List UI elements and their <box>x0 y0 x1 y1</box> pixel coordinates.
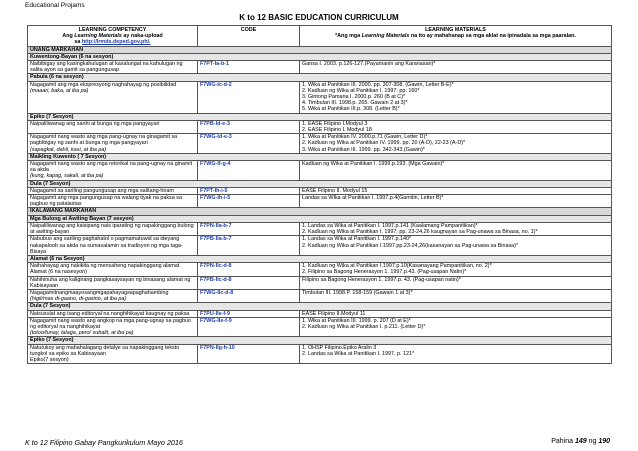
competency-text-2: Epiko(7 sesyon) <box>30 356 69 363</box>
code-cell: F7PB-IIa-b-7 <box>198 236 300 256</box>
table-header-row <box>28 26 612 47</box>
competency-text: Nagagamitnangmaayosangmgapahayagsapaghahambing <box>30 289 169 296</box>
quarter-label: IKALAWANG MARKAHAN <box>28 208 612 215</box>
competency-cell <box>28 317 198 337</box>
material-item: 2. Kadluan ng Wika at Panitikan IV. 1999. pp. 20 (A-D), 22-23 (A-D)* <box>302 140 466 147</box>
competency-note-em: Learning Materials <box>74 33 122 40</box>
materials-cell <box>300 81 612 113</box>
material-item: 1. Kadluan ng Wika at Panitikan I.1997.p.10(Kasanayang Pampanitikan, no. 2)* <box>302 263 492 270</box>
table-row <box>28 263 612 276</box>
topic-label: Epiko (7 Sesyon) <box>28 337 612 344</box>
topic-row <box>28 180 612 187</box>
topic-label: Pabula (6 na sesyon) <box>28 74 612 81</box>
materials-cell: Kadluan ng Wika at Panitikan I. 1999.p.193. (Mga Gawain)* <box>300 161 612 181</box>
quarter-row <box>28 208 612 215</box>
material-item: 2. Kadluan ng Wika at Panitikan I. 1997. pp. 23-24,26 kaugnayan sa Pag-unawa sa Binasa, no. 1)* <box>302 229 538 236</box>
table-row <box>28 134 612 154</box>
competency-cell: Nagagamit sa sariling pangungusap ang mga salitang-hiram <box>28 187 198 194</box>
material-item: 1. OHSP Filipino.Epiko Aralin 3 <box>302 344 377 351</box>
code-cell: F7PT-Ia-b-1 <box>198 61 300 74</box>
curriculum-table <box>27 25 612 364</box>
competency-cell: Naipaliliwanag ang sanhi at bunga ng mga pangyayari <box>28 120 198 133</box>
materials-note <box>302 33 609 39</box>
competency-header-label: LEARNING COMPETENCY <box>78 27 147 33</box>
material-item: 2. Kadluan ng Wika at Panitikan I. p.211. (Letter D)* <box>302 323 426 330</box>
code-cell: F7PT-Ih-i-5 <box>198 187 300 194</box>
materials-cell <box>300 317 612 337</box>
table-row <box>28 276 612 289</box>
table-row <box>28 236 612 256</box>
competency-text: Natutukoy ang mahahalagang detalye sa napakinggang teksto tungkol sa epiko sa Kabisayaan <box>30 344 180 357</box>
code-cell: F7WG-Id-e-3 <box>198 134 300 154</box>
competency-cell: Nahihinuha ang kaligirang pangkasaysayan ng binasang alamat ng Kabisayaan <box>28 276 198 289</box>
material-item: 1. Landas sa Wika at Panitikan I. 1997.p.141 (Kaalamang Pampanitikan)* <box>302 222 478 229</box>
competency-text-2: Alamat (6 na nasesyon) <box>30 269 87 276</box>
quarter-label: UNANG MARKAHAN <box>28 46 612 53</box>
table-row <box>28 187 612 194</box>
topic-label: Dula (7 Sesyon) <box>28 303 612 310</box>
competency-text: Nagagamit nang wasto ang mga pang-ugnay na ginagamit sa pagbibigay ng sanhi at bunga ng mga pangyayari <box>30 134 178 147</box>
material-item: 1. Wika at Panitikan III. 2000. pp. 307-308. (Gawin, Letter B-E)* <box>302 81 454 88</box>
competency-cell <box>28 263 198 276</box>
competency-cell <box>28 161 198 181</box>
materials-cell: Landas sa WIka at Panitikan I. 1997.p.4(Gamitin, Letter B)* <box>300 195 612 208</box>
materials-note-part: *Ang mga <box>335 33 362 40</box>
code-header: CODE <box>198 26 300 47</box>
materials-note-part2: na ito ay mahahanap sa mga aklat na ipinadala sa mga paaralan. <box>409 33 576 40</box>
competency-cell <box>28 289 198 302</box>
table-row <box>28 61 612 74</box>
code-cell: F7PU-IIe-f-9 <box>198 310 300 317</box>
competency-cell: Nabubuo ang sariling paghahatol o pagmamatuwid sa ideyang nakapaloob sa akda na sumasalamin sa tradisyon ng mga taga-Bisaya <box>28 236 198 256</box>
competency-examples: (totoo/tunay, talaga, pero/ subalit, at iba pa) <box>30 330 134 337</box>
table-row <box>28 120 612 133</box>
document-title: K to 12 BASIC EDUCATION CURRICULUM <box>239 13 399 22</box>
code-cell: F7PN-IIg-h-10 <box>198 344 300 364</box>
materials-header <box>300 26 612 47</box>
competency-cell: Naipaliliwanag ang kaisipang nais iparating ng napakinggang bulong at awiting-bayan <box>28 222 198 235</box>
table-row <box>28 344 612 364</box>
material-item: 2. Kadluan ng Wika at Panitikan I. 1997. pp. 160* <box>302 87 420 94</box>
topic-label: Epiko (7 Sesyon) <box>28 113 612 120</box>
material-item: 1. Wika at Panitikan III. 1999. p. 207 (D at E)* <box>302 317 411 324</box>
materials-cell <box>300 222 612 235</box>
lrmds-link[interactable]: http://lrmds.deped.gov.ph/. <box>81 39 151 46</box>
table-row <box>28 81 612 113</box>
competency-examples: (kung, kapag, sakali, at iba pa) <box>30 173 104 180</box>
competency-cell: Nagagamit ang mga pangungusap na walang tiyak na paksa sa pagbuo ng patalastas <box>28 195 198 208</box>
material-item: 2. Kadluan ng Wika at Panitikan I.1997.pp.23-24,26(kasanayan sa Pag-unawa sa Binasa)* <box>302 242 519 249</box>
quarter-row <box>28 46 612 53</box>
table-row <box>28 195 612 208</box>
materials-cell <box>300 120 612 133</box>
table-row <box>28 222 612 235</box>
page-of: ng <box>586 438 599 445</box>
header-note: Educational Projams <box>25 2 85 9</box>
code-cell: F7PN-IIa-b-7 <box>198 222 300 235</box>
competency-cell <box>28 344 198 364</box>
competency-text: Naihahayag ang nakikita ng mensaheng napakinggang alamat <box>30 263 180 270</box>
competency-link-line <box>30 39 195 45</box>
topic-row <box>28 255 612 262</box>
materials-note-em: Learning Materials <box>361 33 410 40</box>
topic-label: Maikling Kuwento ( 7 Sesyon) <box>28 153 612 160</box>
code-cell: F7WG-IIc-d-8 <box>198 289 300 302</box>
materials-cell <box>300 134 612 154</box>
material-item: 4. Timbulan III. 1998.p. 265. Gawain 2 at 3)* <box>302 100 408 107</box>
topic-label: Kuwentong-Bayan (6 na sesyon) <box>28 53 612 60</box>
code-cell: F7WG-Ih-i-5 <box>198 195 300 208</box>
materials-header-label: LEARNING MATERIALS <box>425 27 486 33</box>
material-item: 3. Gintong Pamana I. 2000.p. 260 (B at C)* <box>302 94 406 101</box>
table-row <box>28 161 612 181</box>
code-cell: F7WG-IIe-f-9 <box>198 317 300 337</box>
materials-cell <box>300 236 612 256</box>
topic-row <box>28 303 612 310</box>
code-cell: F7WG-Ic-d-2 <box>198 81 300 113</box>
competency-text: Nagagamit nang wasto ang mga retorikal na pang-ugnay na ginamit sa akda <box>30 161 193 174</box>
material-item: 2. Landas sa Wika at Panitikan I. 1997. p. 121* <box>302 350 415 357</box>
material-item: 3. Wika at Panitikan III. 1999. pp. 342-343.(Gawin)* <box>302 146 425 153</box>
code-cell: F7PN-IIc-d-8 <box>198 263 300 276</box>
competency-note-part: Ang <box>62 33 75 40</box>
competency-examples: (sapagkat, dahil, kasi, at iba pa) <box>30 146 107 153</box>
material-item: 1. EASE Filipino I.Modyul 3 <box>302 120 368 127</box>
table-row <box>28 289 612 302</box>
page-label: Pahina <box>551 438 575 445</box>
topic-label: Alamat (6 na Sesyon) <box>28 255 612 262</box>
competency-cell: Naisusulat ang isang editoryal na nanghihikayat kaugnay ng paksa <box>28 310 198 317</box>
topic-row <box>28 113 612 120</box>
competency-text: Nagagamit nang wasto ang angkop na mga pang-ugnay sa pagbuo ng editoryal na nanghihikayat <box>30 317 191 330</box>
materials-cell: EASE Filipino II. Modyul 15 <box>300 187 612 194</box>
competency-note-part2: ay naka-upload <box>121 33 163 40</box>
competency-cell <box>28 134 198 154</box>
code-cell: F7PB-IIc-d-8 <box>198 276 300 289</box>
material-item: 1. Landas sa Wika at Panitikan I. 1997.p.140* <box>302 236 412 243</box>
topic-label: Dula (7 Sesyon) <box>28 180 612 187</box>
competency-examples: (maaari, baka, at iba pa) <box>30 87 89 94</box>
competency-examples: (higit/mas di-gaano, di-gasino, at iba pa) <box>30 296 127 303</box>
code-cell: F7WG-If-g-4 <box>198 161 300 181</box>
materials-cell: Filipino sa Bagong Henerasyon 1. 1997.p. 43. (Pag-usapan natin)* <box>300 276 612 289</box>
materials-cell <box>300 263 612 276</box>
competency-link-prefix: sa <box>74 39 82 46</box>
topic-row <box>28 53 612 60</box>
material-item: 2. Filipino sa Bagong Henerasyon 1. 1997.p.43. (Pag-usapan Natin)* <box>302 269 467 276</box>
topic-row <box>28 74 612 81</box>
materials-cell: Timbulan III. 1998.P. 158-159 (Gawain 1 at 3)* <box>300 289 612 302</box>
competency-cell: Naibibigay ang kasingkahulugan at kasalungat na kahulugan ng salita ayon sa gamit sa pangungusap <box>28 61 198 74</box>
competency-text: Nagagamit ang mga ekspresyong naghahayag ng posibilidad <box>30 81 177 88</box>
topic-row <box>28 337 612 344</box>
page-total: 190 <box>598 438 610 445</box>
code-cell: F7PB-Id-e-3 <box>198 120 300 133</box>
page-number <box>551 438 610 445</box>
material-item: 5. Wika at Panitikan III.p. 308. (Letter B)* <box>302 106 400 113</box>
materials-cell: EASE Filipino II.Modyul 11 <box>300 310 612 317</box>
competency-cell <box>28 81 198 113</box>
topic-label: Mga Bulong at Awiting Bayan (7 sesyon) <box>28 215 612 222</box>
competency-header <box>28 26 198 47</box>
table-row <box>28 310 612 317</box>
page-current: 149 <box>574 438 587 445</box>
footer-title: K to 12 Filipino Gabay Pangkurikulum Mayo 2016 <box>25 438 183 447</box>
material-item: 2. EASE Filipino I. Modyul 18 <box>302 127 372 134</box>
material-item: 1. Wika at Panitikan IV. 2000.p.71 (Gawin, Letter D)* <box>302 134 428 141</box>
materials-cell: Gansa I. 2003. p.126-127.(Payamanin ang Karanasan)* <box>300 61 612 74</box>
table-row <box>28 317 612 337</box>
materials-cell <box>300 344 612 364</box>
topic-row <box>28 215 612 222</box>
topic-row <box>28 153 612 160</box>
